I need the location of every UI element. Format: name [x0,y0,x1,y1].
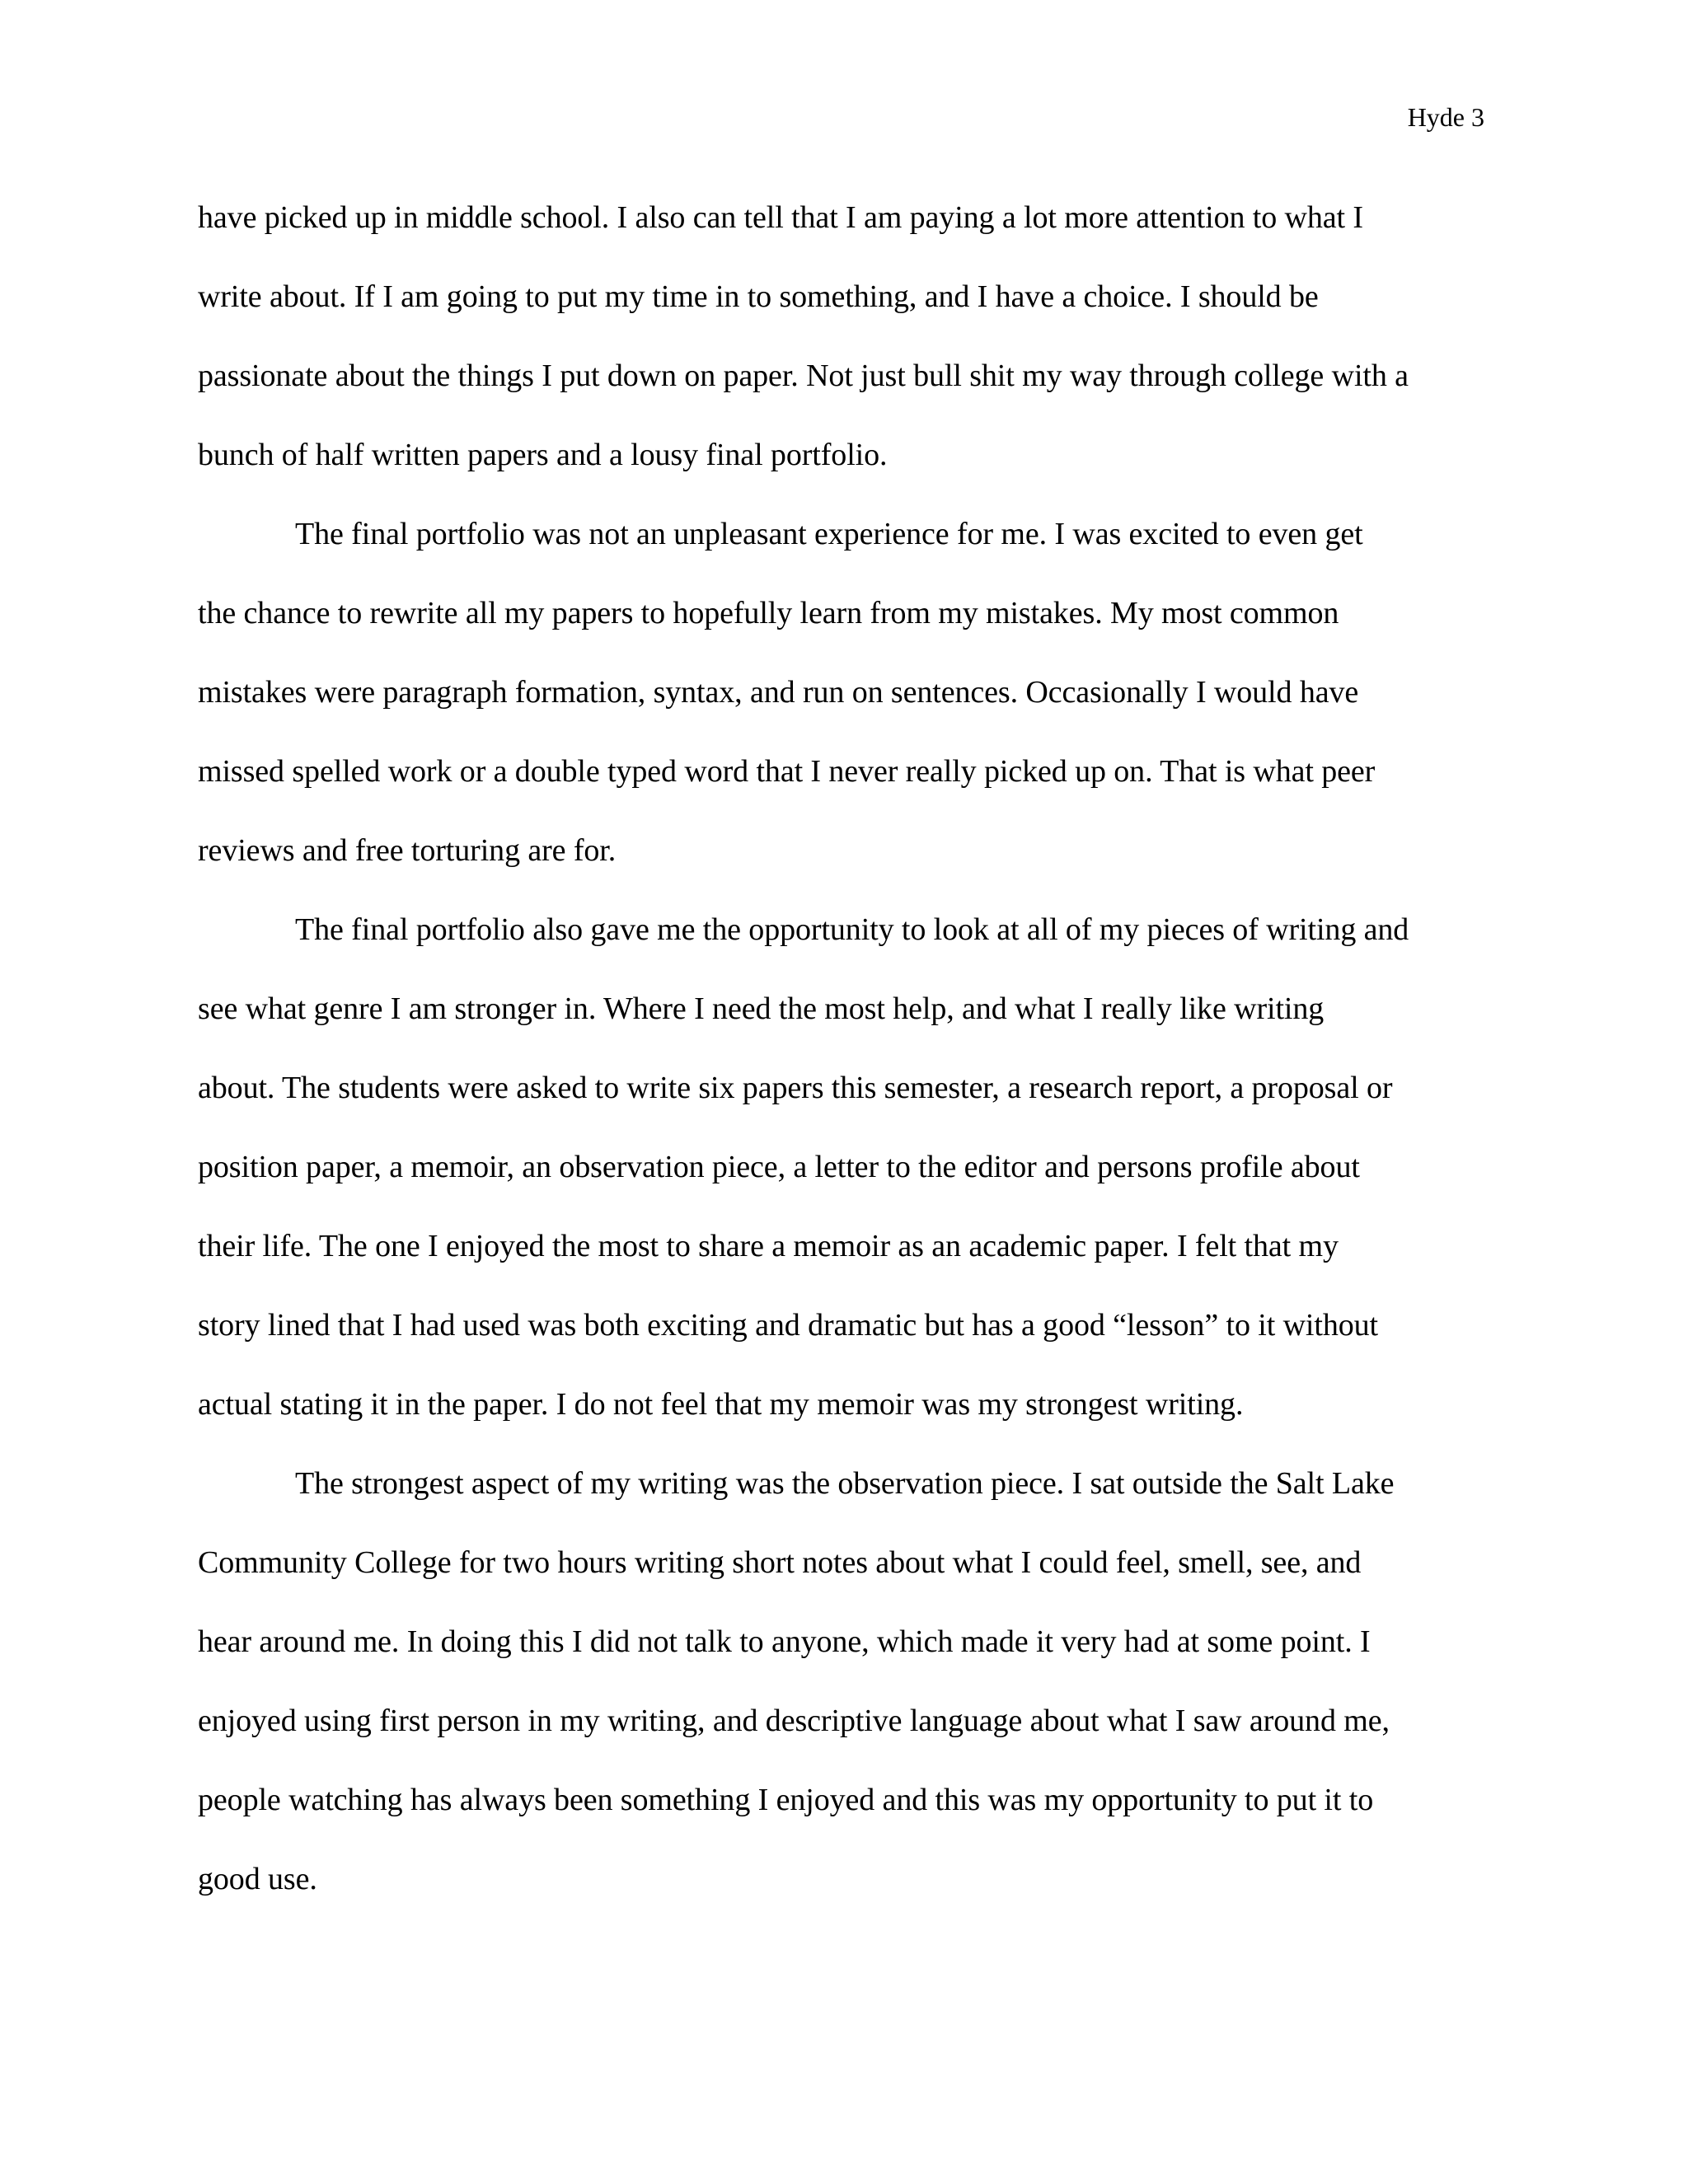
text-line: story lined that I had used was both exciting and dramatic but has a good “lesson” to it without [198,1308,1378,1343]
text-line: people watching has always been something I enjoyed and this was my opportunity to put it to [198,1783,1374,1817]
text-line: position paper, a memoir, an observation piece, a letter to the editor and persons profile about [198,1150,1360,1184]
text-line: have picked up in middle school. I also can tell that I am paying a lot more attention to what I [198,200,1363,235]
text-line: passionate about the things I put down on paper. Not just bull shit my way through college with a [198,359,1409,393]
running-head: Hyde 3 [1407,102,1484,132]
text-line: reviews and free torturing are for. [198,833,617,868]
text-line: bunch of half written papers and a lousy final portfolio. [198,438,888,472]
text-line: actual stating it in the paper. I do not feel that my memoir was my strongest writing. [198,1387,1244,1422]
paragraph-first-line: The final portfolio also gave me the opportunity to look at all of my pieces of writing and [295,912,1409,947]
text-line: write about. If I am going to put my time in to something, and I have a choice. I should be [198,279,1319,314]
paragraph-first-line: The strongest aspect of my writing was the observation piece. I sat outside the Salt Lake [295,1466,1395,1501]
text-line: about. The students were asked to write six papers this semester, a research report, a proposal or [198,1071,1393,1105]
text-line: hear around me. In doing this I did not talk to anyone, which made it very had at some point. I [198,1624,1371,1659]
paragraph-first-line: The final portfolio was not an unpleasant experience for me. I was excited to even get [295,517,1363,551]
text-line: their life. The one I enjoyed the most to share a memoir as an academic paper. I felt that my [198,1229,1339,1263]
text-line: mistakes were paragraph formation, syntax, and run on sentences. Occasionally I would have [198,675,1359,710]
text-line: good use. [198,1862,317,1896]
text-line: missed spelled work or a double typed word that I never really picked up on. That is what peer [198,754,1376,789]
text-line: enjoyed using first person in my writing, and descriptive language about what I saw around me, [198,1704,1390,1738]
text-line: see what genre I am stronger in. Where I need the most help, and what I really like writing [198,991,1325,1026]
text-line: the chance to rewrite all my papers to hopefully learn from my mistakes. My most common [198,596,1339,630]
text-line: Community College for two hours writing short notes about what I could feel, smell, see, and [198,1545,1362,1580]
